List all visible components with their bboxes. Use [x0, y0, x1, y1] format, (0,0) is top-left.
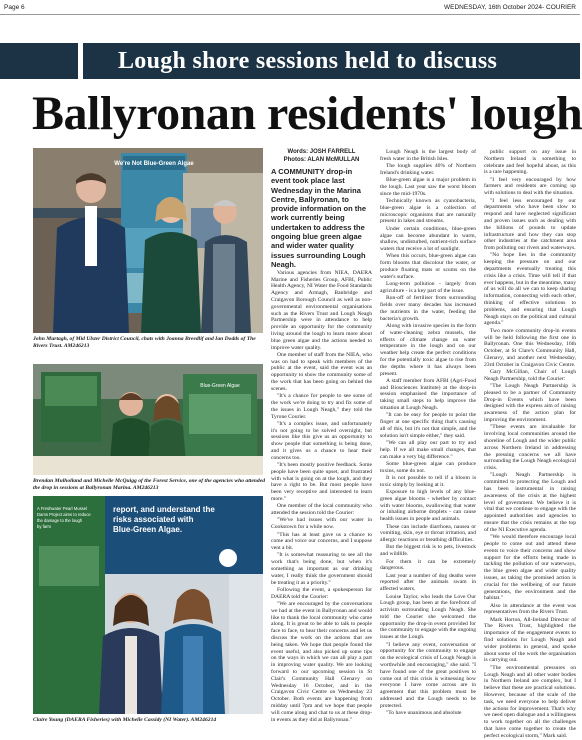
article-paragraph: Long-term pollution - largely from agriculture - is a key part of the issue. — [380, 281, 476, 294]
article-paragraph: Mark Horton, All-Ireland Director of The Rivers Trust, highlighted the importance of the engagement events to find solutions for Lough Neagh and wider problems in general, and spoke about some of the work the organisation is carrying out. — [484, 616, 576, 664]
banner-divider — [78, 43, 83, 79]
byline-photos: Photos: ALAN McMULLAN — [283, 156, 360, 163]
article-paragraph: These can include diarrhoea, nausea or vomiting, skin, eye or throat irritation, and allergic reactions or breathing difficulties. — [380, 523, 476, 544]
article-paragraph: "I feel less encouraged by our departments who have been slow to respond and have neglected significant and proven issues such as dealing with the billions of pounds to update infrastructure and how they can stop other industries at the catchment area from polluting our rivers and waterways. — [484, 197, 576, 252]
article-paragraph: It is not possible to tell if a bloom is toxic simply by looking at it. — [380, 474, 476, 488]
issue-date: WEDNESDAY, 16th October 2024- COURIER — [444, 4, 576, 11]
strapline-banner — [0, 43, 580, 79]
page-number: Page 6 — [4, 4, 25, 11]
page-headline: Ballyronan residents' lough — [32, 87, 582, 140]
article-paragraph: The lough supplies 40% of Northern Ireland's drinking water. — [380, 163, 476, 176]
article-paragraph: Some blue-green algae can produce toxins, some do not. — [380, 460, 476, 474]
article-paragraph: "It's been mostly positive feedback. Some people have been quite upset, and frustrated with what is going on at the lough, and they have a right to be. But most people have been very receptive and interested to learn more." — [271, 462, 372, 503]
p3-panel-right: report, and understand the risks associated with Blue-Green Algae. — [113, 505, 215, 534]
article-paragraph: Louise Taylor, who leads the Love Our Lough group, has been at the forefront of activism surrounding Lough Neagh. She told the Courier she welcomed the opportunity the drop-in event provided for the community to engage with the ongoing issues at the Lough. — [380, 593, 477, 641]
article-paragraph: "Lough Neagh Partnership is committed to protecting the Lough and has been instrumental in raising awareness of the crisis at the highest level of government. We believe it is vital that we continue to engage with the appointed authorities and agencies to ensure that the crisis remains at the top of the NI Executive agenda. — [484, 472, 576, 533]
article-paragraph: Various agencies from NIEA, DAERA Marine and Fisheries Group, AFBI, Public Health Agency, NI Water the Food Standards Agency and Armagh, Banbridge and Craigavon Borough Council as well as non-governmental environmental organisations such as the Rivers Trust and Lough Neagh Partnership were in attendance to help provide an opportunity for the community living around the lough to learn more about blue green algae and the actions needed to improve water quality. — [271, 269, 372, 351]
article-paragraph: "It's a complex issue, and unfortunately it's not going to be solved overnight, but sessions like this give us an opportunity to show people that something is being done, and it gives us a chance to hear their concerns too. — [271, 420, 372, 461]
article-paragraph: Along with invasive species in the form of water-cleaning zebra mussels, the effects of climate change on water temperature in the lough and on our weather help create the perfect conditions for the potentially toxic algae to rise from the depths where it has always been present. — [380, 322, 476, 377]
article-paragraph: Under certain conditions, blue-green algae can become abundant in warm, shallow, undisturbed, nutrient-rich surface waters that receive a lot of sunlight. — [380, 225, 476, 253]
article-paragraph: "We are encouraged by the conversations we had at the event in Ballyronan and would like to thank the local community who came along. It is great to be able to talk to people face to face, to hear their concerns and let us discuss the work on the actions that are being taken. We hope that people found the event useful, and also picked up some tips on the ways in which we can all play a part in improving water quality. We are looking forward to our upcoming session in St Clair's Community Hall Glenavy on Wednesday 16 October, and in the Craigavon Civic Centre on Wednesday 23 October. Both events are happening from midday until 7pm and we hope that people will come along and chat to us at these drop-in events as they did at Ballyronan." — [271, 601, 372, 723]
photo-daera-niwater — [33, 496, 263, 714]
article-paragraph: "It can be easy for people to point the finger at one specific thing that's causing all of this, but it's not that simple, and the solution isn't simple either," they said. — [380, 412, 476, 439]
p2-board-text: Blue-Green Algae — [200, 383, 240, 389]
article-paragraph: Blue-green algae is a major problem in the lough. Last year saw the worst bloom since the mid-1970s. — [380, 177, 476, 197]
article-paragraph: "I believe any event, conversation or opportunity for the community to engage on the ecological crisis of Lough Neagh is worthwhile and encouraging," she said. "I have found one of the great positives to come out of this crisis is witnessing how everyone I have come across are in agreement that this problem must be addressed and the Lough needs to be protected. — [380, 641, 476, 709]
article-paragraph: Lough Neagh is the largest body of fresh water in the British Isles. — [380, 149, 476, 162]
byline — [271, 149, 372, 164]
byline-words: Words: JOSH FARRELL — [287, 149, 356, 155]
p1-banner-text: We're Not Blue-Green Algae — [114, 161, 194, 167]
article-lead: A COMMUNITY drop-in event took place last Wednesday in the Marina Centre, Ballyronan, to provide information on the work currently being undertaken to address the ongoing blue green algae and wider water quality issues surrounding Lough Neagh. — [271, 167, 366, 269]
article-paragraph: One member of the local community who attended the session told the Courier: — [271, 503, 372, 517]
article-paragraph: "I feel very encouraged by how farmers and residents are coming up with solutions to deal with the situation. — [484, 176, 576, 197]
page-header — [0, 0, 580, 15]
article-paragraph: "We would therefore encourage local people to come out and attend these events to voice their concerns and show support for the efforts being made in tackling the pollution of our waterways, the blue green algae and wider quality issues, as taking the promised action is crucial for the wellbeing of our future generations, the environment and the habitat." — [484, 534, 576, 602]
article-paragraph: "It's a chance for people to see some of the work we're doing to try and fix some of the issues in Lough Neagh," they told the Tyrone Courier. — [271, 393, 372, 420]
article-paragraph: "This has at least gave us a chance to come and voice our concerns, and I suppose vent a bit. — [271, 531, 372, 552]
strapline: Lough shore sessions held to discuss — [118, 48, 498, 74]
article-paragraph: Following the event, a spokesperson for DAERA told the Courier: — [271, 586, 372, 600]
article-paragraph: "No hope lies in the community keeping the pressure on and our departments eventually treating this crisis like a crisis. Time will tell if that ever happens, but in the meantime, many of us will do all we can to keep sharing information, connecting with each other, thinking of effective solutions to problems, and ensuring that Lough Neagh stays on the political and cultural agenda." — [484, 252, 576, 327]
article-paragraph: "We've had issues with our water in Cookstown for a while now. — [271, 517, 372, 531]
article-column-2 — [380, 149, 476, 729]
article-paragraph: Run-off of fertiliser from surrounding fields over many decades has increased the nutrients in the water, feeding the bacteria's growth. — [380, 295, 476, 322]
article-paragraph: A staff member from AFBI (Agri-Food and Biosciences Institute) at the drop-in session emphasised the importance of taking small steps to help improve the situation at Lough Neagh. — [380, 377, 476, 411]
article-column-3 — [484, 149, 576, 739]
article-paragraph: One member of staff from the NIEA, who was on had to speak with members of the public at the event, said the event was an opportunity to show the community some of the work that has been going on behind the scenes. — [271, 351, 372, 392]
p3-panel-left: A Freshwater Pearl Mussel Dams Project aims to reduce the damage to the lough by farm — [37, 506, 91, 529]
article-paragraph: Two more community drop-in events will be held following the first one in Ballyronan. One this Wednesday, 16th October, at St Clare's Community Hall, Glenavy, and another next Wednesday, 23rd October in Craigavon Civic Centre. — [484, 327, 576, 368]
article-paragraph: "The Lough Neagh Partnership is pleased to be a partner of Community Drop-in Events which have been designed with the express aim of raising awareness of the action plan for improving the environment. — [484, 383, 576, 424]
article-paragraph: public support on any issue in Northern Ireland is something to celebrate and feel hopeful about, as this is a rare happening. — [484, 149, 576, 176]
article-paragraph: Gary McGillan, Chair of Lough Neagh Partnership, told the Courier: — [484, 369, 576, 382]
article-paragraph: When this occurs, blue-green algae can form blooms that discolour the water, or produce floating mats or scums on the water's surface. — [380, 253, 476, 280]
article-paragraph: "The environmental pressures on Lough Neagh and all other water bodies in Northern Ireland are complex, but I believe that these are practical solutions. However, because of the scale of the task, we need everyone to help deliver the actions for improvement. That's why we need open dialogue and a willingness to work together on all the challenges that have come together to create the perfect ecological storm," Mark said. — [484, 664, 576, 739]
caption-photo-2: Brendan Mulholland and Michelle McQuigg of the Forest Service, one of the agencies who attended the drop in sessions at Ballyronan Marina. AM246213 — [33, 478, 265, 491]
article-paragraph: For them it can be extremely dangerous. — [380, 558, 476, 572]
article-paragraph: "These events are invaluable for involving local communities around the shoreline of Lough and the wider public across Northern Ireland in addressing the pressing concerns we all have surrounding the Lough Neagh ecological crisis. — [484, 424, 576, 472]
article-paragraph: Also in attendance at the event was representatives from the Rivers Trust. — [484, 602, 576, 616]
photo-rivers-trust — [33, 148, 263, 333]
article-paragraph: Last year a number of dog deaths were reported after the animals swam in affected waters. — [380, 572, 476, 593]
article-paragraph: Exposure to high levels of any blue-green algae blooms - whether by contact with water blooms, swallowing that water or inhaling airborne droplets - can cause health issues in people and animals. — [380, 489, 476, 523]
photo-forest-service — [33, 364, 263, 475]
article-column-1 — [271, 149, 372, 729]
article-paragraph: Technically known as cyanobacteria, blue-green algae is a collection of microscopic organisms that are naturally present in lakes and streams. — [380, 198, 476, 225]
article-paragraph: "We can all play our part to try and help. If we all make small changes, that can make a very big difference." — [380, 439, 476, 460]
article-paragraph: "It is somewhat reassuring to see all the work that's being done, but when it's something as important as our drinking water, I really think the government should be treating it as a priority." — [271, 552, 372, 586]
caption-photo-1: John Murtagh, of Mid Ulster District Council, chats with Joanna Breedlif and Ian Dodds of The Rivers Trust. AM246213 — [33, 336, 256, 349]
article-paragraph: But the biggest risk is to pets, livestock and wildlife. — [380, 544, 476, 558]
caption-photo-3: Claire Young (DAERA Fisheries) with Michelle Cassidy (NI Water). AM246214 — [33, 717, 217, 723]
article-paragraph: "To have unanimous and absolute — [386, 710, 462, 717]
